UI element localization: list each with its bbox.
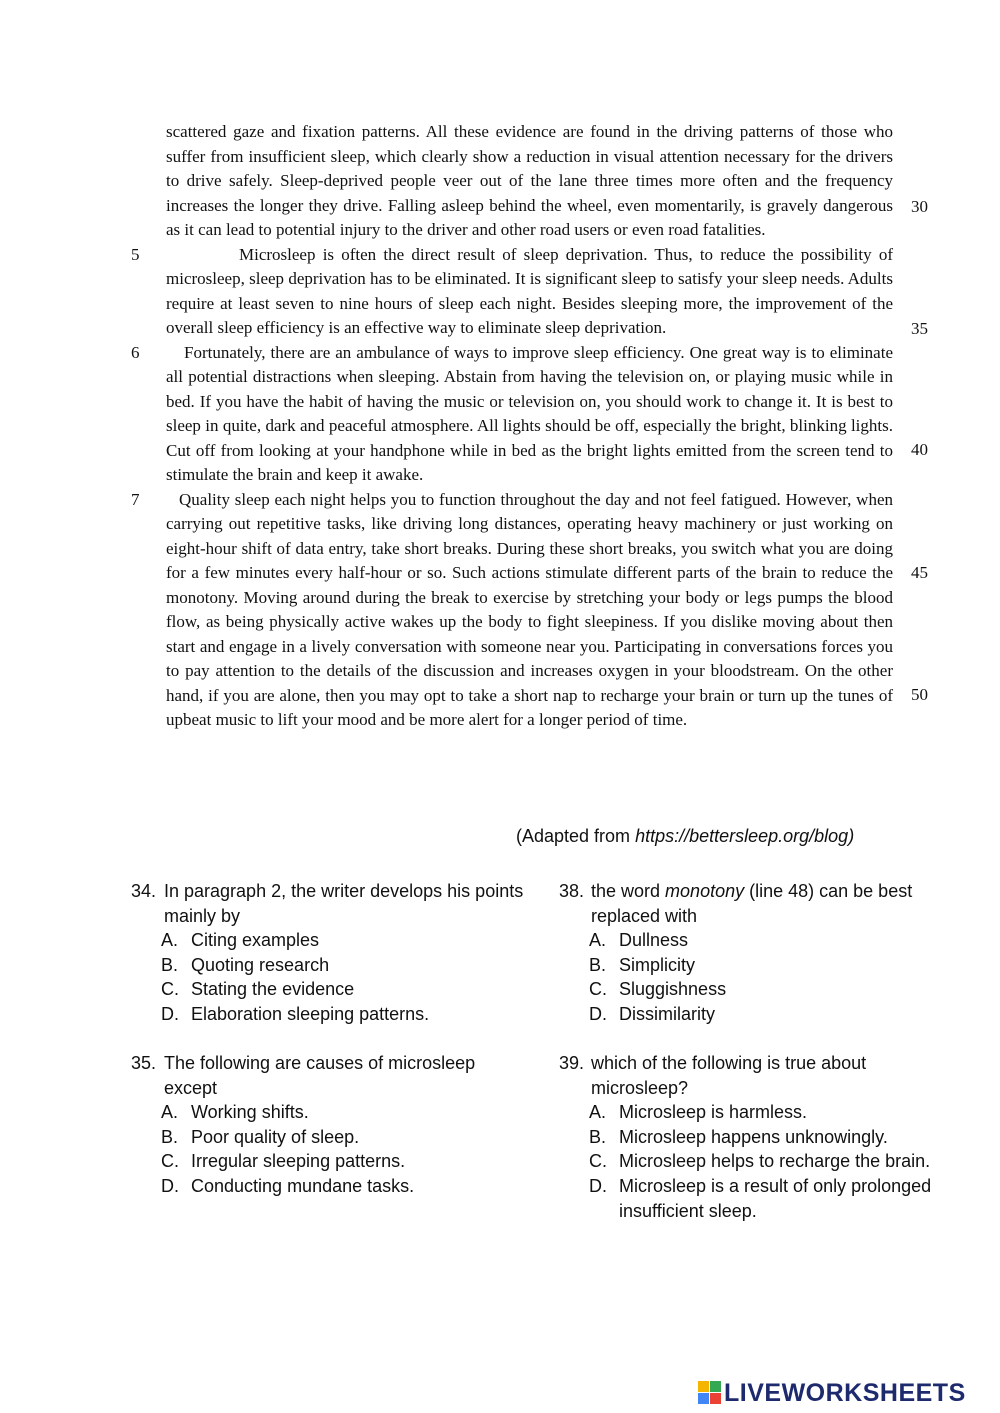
option-b[interactable]: B. Poor quality of sleep. (161, 1126, 360, 1147)
option-d[interactable]: D. Microsleep is a result of only prolonged insufficient sleep. (589, 1175, 932, 1221)
line-number: 30 (911, 197, 928, 216)
option-a[interactable]: A. Microsleep is harmless. (589, 1102, 808, 1123)
paragraph-5 (0, 243, 1000, 341)
question-38 (559, 879, 939, 1027)
option-c[interactable]: C. Microsleep helps to recharge the brain. (589, 1151, 931, 1172)
paragraph-number: 5 (131, 244, 140, 264)
question-number: 35. (131, 1053, 157, 1073)
question-39 (559, 1051, 949, 1223)
paragraph-number: 7 (131, 489, 140, 509)
reading-passage (0, 120, 1000, 733)
option-d[interactable]: D. Elaboration sleeping patterns. (161, 1003, 430, 1024)
question-stem: The following are causes of microsleep except (164, 1053, 476, 1098)
option-d[interactable]: D. Dissimilarity (589, 1003, 715, 1024)
line-number: 35 (911, 319, 928, 338)
line-number: 40 (911, 440, 928, 459)
question-34 (131, 879, 546, 1027)
question-number: 39. (559, 1053, 585, 1073)
question-number: 38. (559, 881, 585, 901)
question-stem: the word monotony (line 48) can be best replaced with (591, 881, 913, 926)
logo-text: LIVEWORKSHEETS (724, 1378, 966, 1407)
option-a[interactable]: A. Citing examples (161, 930, 320, 951)
paragraph-7 (0, 488, 1000, 733)
question-stem: In paragraph 2, the writer develops his points mainly by (164, 881, 524, 926)
option-c[interactable]: C. Sluggishness (589, 979, 727, 1000)
paragraph-text: Quality sleep each night helps you to function throughout the day and not feel fatigued. However, when carrying out repetitive tasks, like driving long distances, operating heavy machinery or just working on eight-hour shift of data entry, take short breaks. During these short breaks, you switch what you are doing for a few minutes every half-hour or so. Such actions stimulate different parts of the brain to reduce the monotony. Moving around during the break to exercise by stretching your body or legs pumps the blood flow, as being physically active wakes up the body to fight sleepiness. If you dislike moving about then start and engage in a lively conversation with someone near you. Participating in conversations forces you to pay attention to the details of the discussion and increases oxygen in your bloodstream. On the other hand, if you are alone, then you may opt to take a short nap to recharge your brain or turn up the tunes of upbeat music to lift your mood and be more alert for a longer period of time. (166, 489, 893, 729)
paragraph-text: Fortunately, there are an ambulance of ways to improve sleep efficiency. One great way is to eliminate all potential distractions when sleeping. Abstain from having the television on, or playing music while in bed. If you have the habit of having the music or television on, you should work to change it. It is best to sleep in quite, dark and peaceful atmosphere. All lights should be off, especially the bright, blinking lights. Cut off from looking at your handphone while in bed as the bright lights emitted from the screen tend to stimulate the brain and keep it awake. (166, 342, 893, 484)
logo-icon (698, 1381, 722, 1405)
paragraph-number: 6 (131, 342, 140, 362)
paragraph-text: Microsleep is often the direct result of sleep deprivation. Thus, to reduce the possibility of microsleep, sleep deprivation has to be eliminated. It is significant sleep to satisfy your sleep needs. Adults require at least seven to nine hours of sleep each night. Besides sleeping more, the improvement of the overall sleep efficiency is an effective way to eliminate sleep deprivation. (166, 244, 893, 337)
line-number: 50 (911, 685, 928, 704)
option-b[interactable]: B. Microsleep happens unknowingly. (589, 1126, 888, 1147)
option-d[interactable]: D. Conducting mundane tasks. (161, 1175, 415, 1196)
liveworksheets-logo (698, 1378, 966, 1408)
question-stem: which of the following is true about microsleep? (591, 1053, 867, 1098)
question-number: 34. (131, 881, 157, 901)
option-a[interactable]: A. Working shifts. (161, 1102, 309, 1123)
logo-square (698, 1381, 709, 1392)
option-c[interactable]: C. Irregular sleeping patterns. (161, 1151, 406, 1172)
logo-square (710, 1393, 721, 1404)
paragraph-continued (0, 120, 1000, 243)
emphasized-word: monotony (665, 881, 745, 901)
option-c[interactable]: C. Stating the evidence (161, 979, 355, 1000)
line-number: 45 (911, 563, 928, 582)
source-url: https://bettersleep.org/blog) (635, 826, 855, 846)
source-citation: (Adapted from https://bettersleep.org/blog) (516, 826, 855, 846)
logo-square (710, 1381, 721, 1392)
paragraph-text: scattered gaze and fixation patterns. All these evidence are found in the driving patterns of those who suffer from insufficient sleep, which clearly show a reduction in visual attention necessary for the drivers to drive safely. Sleep-deprived people veer out of the lane three times more often and the frequency increases the longer they drive. Falling asleep behind the wheel, even momentarily, is gravely dangerous as it can lead to potential injury to the driver and other road users or even road fatalities. (166, 122, 893, 239)
logo-square (698, 1393, 709, 1404)
option-a[interactable]: A. Dullness (589, 930, 689, 951)
option-b[interactable]: B. Simplicity (589, 954, 696, 975)
question-35 (131, 1051, 511, 1199)
option-b[interactable]: B. Quoting research (161, 954, 330, 975)
paragraph-6 (0, 341, 1000, 488)
